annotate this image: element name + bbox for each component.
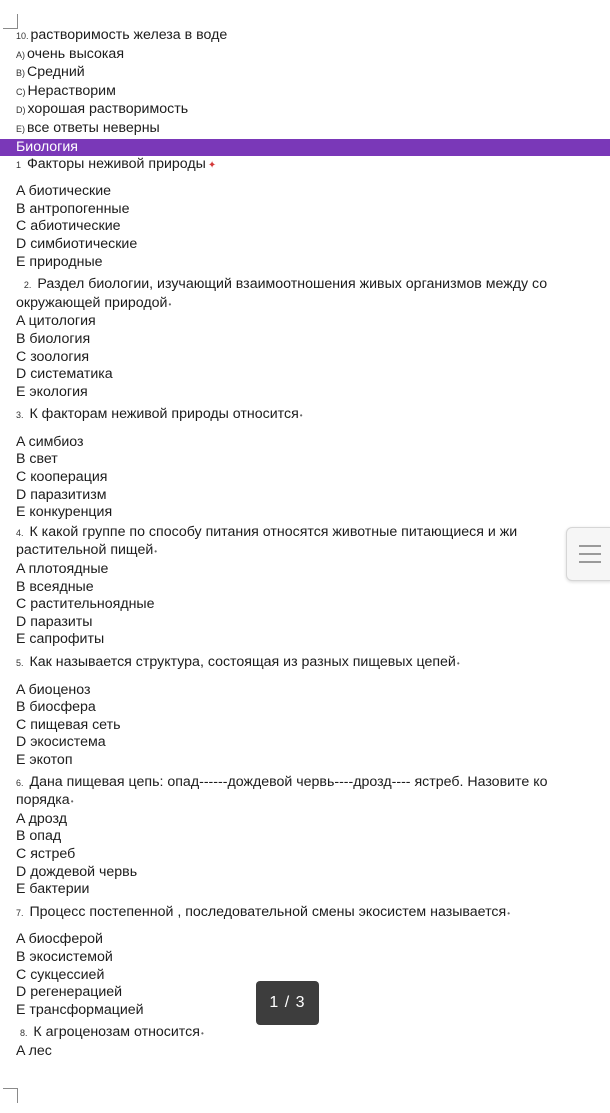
option: C зоология: [16, 348, 90, 365]
option-text: Нерастворим: [27, 82, 116, 99]
option: A биоценоз: [16, 681, 91, 698]
question-text: Процесс постепенной , последовательной смены экосистем называется: [29, 903, 507, 920]
option: B экосистемой: [16, 948, 113, 965]
option: C растительноядные: [16, 596, 155, 613]
question-number: 5.: [16, 658, 24, 668]
option: B антропогенные: [16, 200, 130, 217]
document-content: [16, 27, 610, 1060]
marker-icon: ✦: [207, 159, 217, 171]
question-number: 1: [16, 159, 22, 170]
option: A дрозд: [16, 810, 67, 827]
option: D паразитизм: [16, 486, 107, 503]
question-3: [16, 406, 610, 425]
option-mark: B): [16, 68, 25, 79]
option: B всеядные: [16, 578, 94, 595]
option: E бактерии: [16, 881, 90, 898]
option: E экотоп: [16, 751, 73, 768]
option-text: все ответы неверны: [27, 119, 160, 136]
mark-icon: •: [456, 659, 460, 668]
question-number: 4.: [16, 527, 24, 538]
option-c: [16, 83, 610, 102]
question-text: К факторам неживой природы относится: [29, 406, 299, 423]
question-text: порядка: [16, 792, 70, 809]
question-text: Факторы неживой природы: [26, 155, 206, 172]
option: E трансформацией: [16, 1001, 144, 1018]
section-title: Биология: [0, 139, 610, 156]
option: A лес: [16, 1042, 52, 1059]
option: E природные: [16, 253, 103, 270]
question-text: растительной пищей: [16, 542, 154, 559]
option: A симбиоз: [16, 433, 84, 450]
option: A биосферой: [16, 931, 103, 948]
question-5: [16, 654, 610, 673]
option-mark: A): [16, 49, 25, 60]
option: B опад: [16, 828, 62, 845]
option-mark: C): [16, 86, 26, 97]
menu-icon: [579, 545, 601, 547]
question-2: [16, 276, 610, 295]
option-mark: D): [16, 105, 26, 116]
option-text: очень высокая: [27, 45, 124, 62]
menu-icon-line: [579, 553, 601, 555]
question-4: [16, 524, 610, 543]
question-number: 3.: [16, 410, 24, 421]
option: A цитология: [16, 313, 96, 330]
option-mark: E): [16, 123, 25, 134]
option: B биосфера: [16, 699, 96, 716]
option: D симбиотические: [16, 235, 138, 252]
question-number: 10.: [16, 31, 29, 41]
option: E сапрофиты: [16, 631, 105, 648]
option: A биотические: [16, 183, 112, 200]
mark-icon: •: [154, 547, 158, 557]
option: B биология: [16, 330, 91, 347]
mark-icon: •: [70, 797, 74, 807]
option: E экология: [16, 383, 88, 400]
question-1: [16, 156, 610, 175]
question-number: 7.: [16, 907, 24, 918]
option-a: [16, 46, 610, 65]
question-text: К агроценозам относится: [33, 1024, 200, 1041]
option: C кооперация: [16, 469, 108, 486]
question-number: 8.: [19, 1028, 28, 1039]
crop-mark-bottom: [3, 1088, 18, 1103]
option-e: [16, 120, 610, 139]
question-2-continued: [16, 295, 610, 314]
question-6: [16, 774, 610, 793]
option: B свет: [16, 451, 58, 468]
question-text: Дана пищевая цепь: опад------дождевой червь----дрозд---- ястреб. Назовите ко: [29, 773, 548, 790]
spacer: [16, 673, 610, 682]
mark-icon: •: [507, 908, 511, 918]
question-8: [16, 1024, 610, 1043]
spacer: [16, 425, 610, 434]
question-10: [16, 27, 610, 46]
spacer: [16, 174, 610, 183]
question-text: К какой группе по способу питания относятся животные питающиеся и жи: [29, 523, 518, 540]
option: D регенерацией: [16, 984, 123, 1001]
mark-icon: •: [200, 1029, 204, 1039]
page-indicator: 1 / 3: [256, 981, 319, 1025]
option: A плотоядные: [16, 561, 109, 578]
option: E конкуренция: [16, 504, 113, 521]
option: C ястреб: [16, 845, 76, 862]
option: D дождевой червь: [16, 863, 138, 880]
option: C сукцессией: [16, 966, 105, 983]
question-text: растворимость железа в воде: [30, 27, 228, 43]
question-number: 6.: [16, 777, 24, 788]
question-text: Раздел биологии, изучающий взаимоотношения живых организмов между со: [37, 276, 548, 293]
menu-icon-line: [579, 561, 601, 563]
question-text: окружающей природой: [16, 294, 168, 311]
option-d: [16, 101, 610, 120]
question-4-continued: [16, 542, 610, 561]
side-menu-handle[interactable]: [566, 527, 610, 581]
question-7: [16, 904, 610, 923]
mark-icon: •: [299, 411, 303, 421]
option: D экосистема: [16, 734, 106, 751]
question-number: 2.: [23, 280, 32, 291]
option-text: хорошая растворимость: [27, 101, 189, 118]
option-text: Средний: [27, 64, 85, 81]
option: D систематика: [16, 366, 113, 383]
option: C пищевая сеть: [16, 716, 121, 733]
option: C абиотические: [16, 218, 121, 235]
spacer: [16, 922, 610, 931]
option-b: [16, 64, 610, 83]
option: D паразиты: [16, 613, 93, 630]
question-text: Как называется структура, состоящая из разных пищевых цепей: [29, 654, 456, 670]
question-6-continued: [16, 792, 610, 811]
mark-icon: •: [168, 299, 172, 309]
